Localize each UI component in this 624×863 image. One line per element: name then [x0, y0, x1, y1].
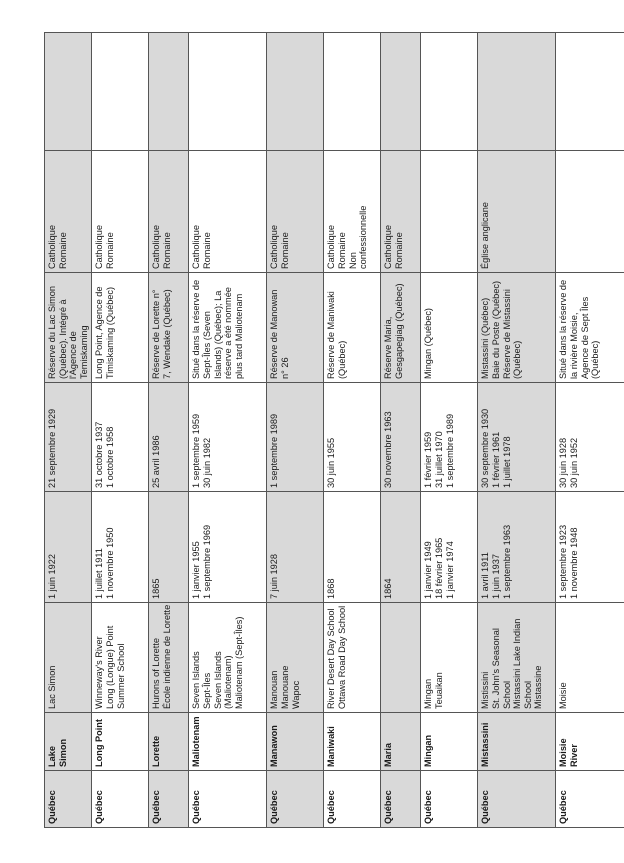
cell-denomination — [189, 151, 267, 273]
cell-denomination — [45, 151, 92, 273]
cell-line: School — [501, 680, 512, 709]
cell-school-name: Maniwaki — [324, 713, 381, 771]
cell-line: 1 janvier 1949 — [423, 541, 434, 599]
cell-province: Québec — [478, 771, 556, 828]
cell-line: 30 juin 1928 — [558, 437, 569, 488]
cell-line: 18 février 1965 — [433, 537, 444, 599]
cell-line: Situé dans la réserve de — [191, 279, 202, 379]
cell-line: Sept-Îles (Seven — [201, 311, 212, 379]
cell-line: Mistassine — [533, 665, 544, 709]
cell-line: réserve a été nommée — [223, 287, 234, 379]
table-row — [267, 33, 324, 828]
cell-location — [267, 273, 324, 383]
cell-line: Romaine — [336, 232, 347, 269]
rotated-table-page — [44, 33, 601, 828]
cell-opened — [556, 492, 624, 603]
cell-line: Long (Longue) Point — [104, 625, 115, 709]
cell-empty — [149, 33, 189, 151]
cell-province: Québec — [149, 771, 189, 828]
cell-denomination — [421, 151, 478, 273]
cell-line: Catholique — [326, 225, 337, 269]
cell-location — [324, 273, 381, 383]
cell-line: Catholique — [383, 225, 394, 269]
cell-line: Islands) (Québec); La — [212, 290, 223, 379]
cell-opened — [45, 492, 92, 603]
cell-opened — [324, 492, 381, 603]
cell-line: Romaine — [161, 232, 172, 269]
cell-denomination — [478, 151, 556, 273]
cell-line: 30 juin 1952 — [568, 437, 579, 488]
cell-line: 1865 — [151, 578, 162, 599]
cell-line: Romaine — [393, 232, 404, 269]
cell-aliases — [478, 603, 556, 713]
cell-empty — [92, 33, 149, 151]
cell-line: 30 juin 1982 — [201, 437, 212, 488]
cell-empty — [267, 33, 324, 151]
cell-line: Maliotenam (Sept-Îles) — [233, 616, 244, 709]
cell-line: 1 février 1961 — [490, 431, 501, 488]
cell-location — [478, 273, 556, 383]
cell-empty — [324, 33, 381, 151]
cell-line: Mistassini (Québec) — [480, 297, 491, 379]
cell-school-name: Long Point — [92, 713, 149, 771]
cell-empty — [381, 33, 421, 151]
cell-denomination — [324, 151, 381, 273]
cell-line: 1 septembre 1923 — [558, 524, 569, 599]
cell-line: plus tard Maliotenam — [233, 293, 244, 379]
cell-line: Manouan — [269, 670, 280, 709]
cell-closed — [421, 383, 478, 492]
cell-line: l'Agence de — [68, 331, 79, 379]
cell-line: Summer School — [115, 643, 126, 709]
cell-line: 1 juin 1922 — [47, 554, 57, 599]
cell-line: 1 septembre 1969 — [201, 524, 212, 599]
cell-location — [149, 273, 189, 383]
cell-school-name: Manawon — [267, 713, 324, 771]
cell-line: 25 avril 1986 — [151, 435, 162, 488]
cell-line: Winneway's River — [94, 636, 105, 709]
table-row — [421, 33, 478, 828]
cell-denomination — [381, 151, 421, 273]
cell-aliases — [149, 603, 189, 713]
cell-line: 21 septembre 1929 — [47, 408, 57, 488]
cell-line: 1864 — [383, 578, 394, 599]
cell-school-name: Maliotenam — [189, 713, 267, 771]
cell-school-name: Mingan — [421, 713, 478, 771]
cell-line: 1 juillet 1978 — [501, 436, 512, 488]
cell-line: Catholique — [47, 225, 57, 269]
cell-line: Non — [347, 252, 358, 269]
table-row — [381, 33, 421, 828]
cell-location — [556, 273, 624, 383]
table-body — [45, 33, 624, 828]
cell-line: Hurons of Lorette — [151, 638, 162, 709]
cell-opened — [421, 492, 478, 603]
cell-closed — [381, 383, 421, 492]
cell-province: Québec — [267, 771, 324, 828]
table-row — [189, 33, 267, 828]
cell-line: Agence de Sept Îles — [579, 296, 590, 379]
cell-line: n° 26 — [279, 357, 290, 379]
cell-closed — [149, 383, 189, 492]
cell-line: 1 novembre 1948 — [568, 527, 579, 599]
cell-location — [189, 273, 267, 383]
cell-denomination — [149, 151, 189, 273]
cell-line: 1 septembre 1989 — [444, 413, 455, 488]
cell-province: Québec — [189, 771, 267, 828]
cell-aliases — [324, 603, 381, 713]
table-row — [92, 33, 149, 828]
cell-line: Romaine — [279, 232, 290, 269]
cell-line: Moisie — [558, 682, 569, 709]
cell-line: Réserve de Mistassini — [501, 289, 512, 379]
cell-empty — [45, 33, 92, 151]
rotated-table-wrapper — [44, 33, 601, 828]
cell-line: confessionnelle — [358, 205, 369, 269]
cell-line: (Maliotenam) — [223, 655, 234, 709]
cell-opened — [189, 492, 267, 603]
cell-line: Sept-Îles — [201, 672, 212, 709]
table-row — [324, 33, 381, 828]
cell-line: Long Point, Agence de — [94, 286, 105, 379]
cell-line: (Québec) — [336, 340, 347, 379]
cell-line: (Québec) — [590, 340, 601, 379]
cell-line: Réserve de Manowan — [269, 289, 280, 379]
cell-closed — [267, 383, 324, 492]
cell-aliases — [45, 603, 92, 713]
cell-line: École indienne de Lorette — [161, 604, 172, 709]
cell-line: Manouane — [279, 665, 290, 709]
cell-aliases — [421, 603, 478, 713]
cell-line: 1 janvier 1974 — [444, 541, 455, 599]
cell-closed — [324, 383, 381, 492]
cell-closed — [556, 383, 624, 492]
cell-aliases — [556, 603, 624, 713]
cell-denomination — [556, 151, 624, 273]
cell-line: School — [522, 680, 533, 709]
cell-line: Timiskaming (Québec) — [104, 286, 115, 379]
cell-line: 1 octobre 1958 — [104, 426, 115, 488]
cell-line: Mingan — [423, 678, 434, 709]
cell-line: 30 novembre 1963 — [383, 411, 394, 488]
cell-line: Catholique — [94, 225, 105, 269]
cell-line: Romaine — [104, 232, 115, 269]
cell-line: 1 novembre 1950 — [104, 527, 115, 599]
cell-line: Lac Simon — [47, 665, 57, 709]
cell-line: Réserve de Maniwaki — [326, 291, 337, 379]
cell-opened — [92, 492, 149, 603]
cell-line: 1868 — [326, 578, 337, 599]
cell-empty — [421, 33, 478, 151]
cell-line: Catholique — [269, 225, 280, 269]
cell-closed — [92, 383, 149, 492]
residential-schools-table — [44, 32, 624, 828]
table-row — [149, 33, 189, 828]
cell-line: Ottawa Road Day School — [336, 605, 347, 709]
cell-line: (Québec) — [512, 340, 523, 379]
cell-location — [45, 273, 92, 383]
cell-province: Québec — [324, 771, 381, 828]
cell-province: Québec — [556, 771, 624, 828]
cell-school-name: Lake Simon — [45, 713, 92, 771]
cell-line: (Québec). Intégré à — [57, 299, 68, 379]
cell-province: Québec — [45, 771, 92, 828]
cell-line: 1 juillet 1911 — [94, 548, 105, 599]
cell-line: Wapoc — [290, 680, 301, 709]
cell-aliases — [381, 603, 421, 713]
cell-denomination — [92, 151, 149, 273]
cell-line: Situé dans la réserve de — [558, 279, 569, 379]
cell-closed — [478, 383, 556, 492]
cell-aliases — [92, 603, 149, 713]
cell-line: 30 septembre 1930 — [480, 408, 491, 488]
cell-province: Québec — [92, 771, 149, 828]
cell-line: 7 juin 1928 — [269, 554, 280, 599]
cell-line: Réserve de Lorette n° — [151, 289, 162, 379]
table-row — [45, 33, 92, 828]
cell-line: 1 septembre 1989 — [269, 413, 280, 488]
cell-line: Réserve Maria, — [383, 316, 394, 379]
cell-school-name: Moisie River — [556, 713, 624, 771]
cell-opened — [149, 492, 189, 603]
cell-line: Baie du Poste (Québec) — [490, 280, 501, 379]
table-row — [556, 33, 624, 828]
cell-line: Mistassini Lake Indian — [512, 618, 523, 709]
cell-line: 1 septembre 1963 — [501, 524, 512, 599]
cell-opened — [381, 492, 421, 603]
cell-line: 1 avril 1911 — [480, 552, 491, 599]
cell-line: Temiskaming — [78, 325, 89, 379]
cell-line: Romaine — [201, 232, 212, 269]
cell-line: Romaine — [57, 232, 68, 269]
cell-line: Église anglicane — [480, 202, 491, 269]
cell-denomination — [267, 151, 324, 273]
cell-aliases — [267, 603, 324, 713]
cell-line: Mingan (Québec) — [423, 308, 434, 379]
cell-line: Catholique — [151, 225, 162, 269]
cell-empty — [478, 33, 556, 151]
cell-empty — [556, 33, 624, 151]
cell-line: 30 juin 1955 — [326, 437, 337, 488]
cell-province: Québec — [421, 771, 478, 828]
cell-closed — [189, 383, 267, 492]
cell-line: 7, Wendake (Québec) — [161, 289, 172, 379]
cell-line: Seven Islands — [212, 651, 223, 709]
table-row — [478, 33, 556, 828]
cell-line: Teuaikan — [433, 672, 444, 709]
cell-school-name: Maria — [381, 713, 421, 771]
cell-school-name: Mistassini — [478, 713, 556, 771]
cell-opened — [267, 492, 324, 603]
cell-line: 1 janvier 1955 — [191, 541, 202, 599]
cell-line: la rivière Moisie, — [568, 312, 579, 379]
cell-line: Seven Islands — [191, 651, 202, 709]
cell-closed — [45, 383, 92, 492]
cell-line: 1 février 1959 — [423, 431, 434, 488]
cell-line: Mistissini — [480, 671, 491, 709]
cell-opened — [478, 492, 556, 603]
cell-line: River Desert Day School — [326, 608, 337, 709]
cell-line: 1 juin 1937 — [490, 554, 501, 599]
cell-location — [421, 273, 478, 383]
cell-line: St. John's Seasonal — [490, 628, 501, 709]
cell-province: Québec — [381, 771, 421, 828]
cell-empty — [189, 33, 267, 151]
cell-line: 31 juillet 1970 — [433, 431, 444, 488]
cell-line: Catholique — [191, 225, 202, 269]
cell-line: 31 octobre 1937 — [94, 421, 105, 488]
cell-line: Réserve du Lac Simon — [47, 286, 57, 379]
cell-line: Gesgapegiag (Québec) — [393, 283, 404, 379]
cell-school-name: Lorette — [149, 713, 189, 771]
cell-location — [381, 273, 421, 383]
cell-location — [92, 273, 149, 383]
cell-line: 1 septembre 1959 — [191, 413, 202, 488]
cell-aliases — [189, 603, 267, 713]
